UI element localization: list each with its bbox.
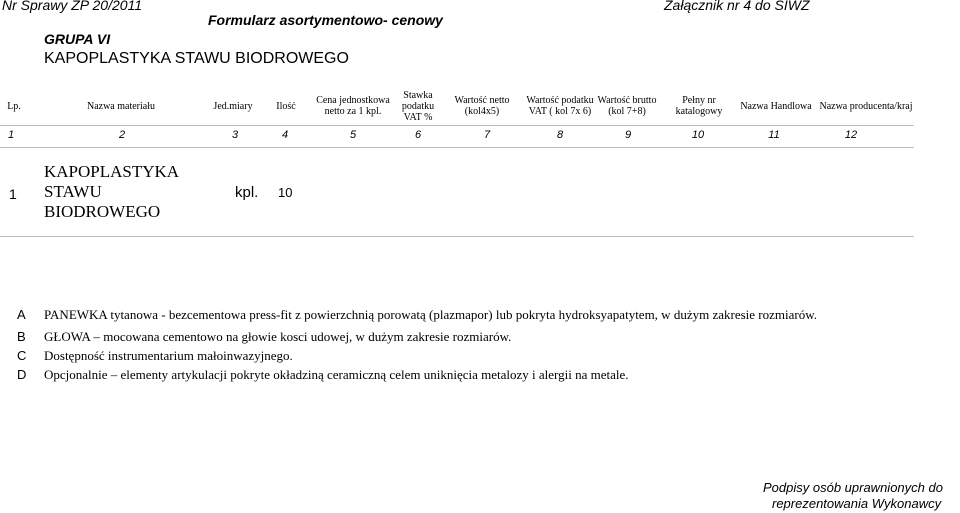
table-divider <box>0 125 914 126</box>
page-title: KAPOPLASTYKA STAWU BIODROWEGO <box>44 50 349 67</box>
col-number-12: 12 <box>844 129 858 141</box>
note-letter: D <box>17 367 27 382</box>
col-number-10: 10 <box>691 129 705 141</box>
col-header-catalog-number: Pełny nr katalogowy <box>675 95 723 117</box>
note-letter: A <box>17 307 26 322</box>
col-number-1: 1 <box>7 129 15 141</box>
table-divider <box>0 236 914 237</box>
group-label: GRUPA VI <box>44 31 111 47</box>
row-material-name: KAPOPLASTYKA STAWU BIODROWEGO <box>44 162 180 221</box>
col-header-vat-value: Wartość podatku VAT ( kol 7x 6) <box>526 95 594 117</box>
note-text: Dostępność instrumentarium małoinwazyjnego. <box>44 348 293 363</box>
col-number-8: 8 <box>556 129 564 141</box>
col-header-lp: Lp. <box>7 100 21 112</box>
col-number-2: 2 <box>118 129 126 141</box>
col-header-net-value: Wartość netto (kol4x5) <box>454 95 510 117</box>
note-text: GŁOWA – mocowana cementowo na głowie kosci udowej, w dużym zakresie rozmiarów. <box>44 329 512 344</box>
col-number-5: 5 <box>349 129 357 141</box>
col-header-trade-name: Nazwa Handlowa <box>740 100 812 112</box>
table-divider <box>0 147 914 148</box>
form-title: Formularz asortymentowo- cenowy <box>208 12 443 28</box>
signature-label-cont: reprezentowania Wykonawcy <box>772 496 942 511</box>
col-header-quantity: Ilość <box>276 100 296 112</box>
col-header-manufacturer: Nazwa producenta/kraj <box>819 100 913 112</box>
col-header-unit-price: Cena jednostkowa netto za 1 kpl. <box>316 95 390 117</box>
row-unit: kpl. <box>235 184 259 201</box>
col-number-3: 3 <box>231 129 239 141</box>
col-header-vat-rate: Stawka podatku VAT % <box>401 89 435 123</box>
col-number-6: 6 <box>414 129 422 141</box>
note-letter: B <box>17 329 26 344</box>
row-number: 1 <box>9 186 17 202</box>
col-header-gross-value: Wartość brutto (kol 7+8) <box>597 95 657 117</box>
note-letter: C <box>17 348 27 363</box>
col-number-7: 7 <box>483 129 491 141</box>
signature-label: Podpisy osób uprawnionych do <box>763 480 943 495</box>
col-header-unit: Jed.miary <box>213 100 253 112</box>
col-header-material-name: Nazwa materiału <box>86 100 156 112</box>
row-quantity: 10 <box>278 185 293 200</box>
note-text: PANEWKA tytanowa - bezcementowa press-fit z powierzchnią porowatą (plazmapor) lub pokryta hydroksyapatytem, w dużym zakresie rozmiarów. <box>44 307 817 322</box>
col-number-11: 11 <box>768 129 780 141</box>
appendix-label: Załącznik nr 4 do SIWZ <box>664 0 810 13</box>
col-number-9: 9 <box>624 129 632 141</box>
col-number-4: 4 <box>281 129 289 141</box>
note-text: Opcjonalnie – elementy artykulacji pokryte okładziną ceramiczną celem uniknięcia metalozy i alergii na metale. <box>44 367 629 382</box>
case-number: Nr Sprawy ZP 20/2011 <box>2 0 143 13</box>
